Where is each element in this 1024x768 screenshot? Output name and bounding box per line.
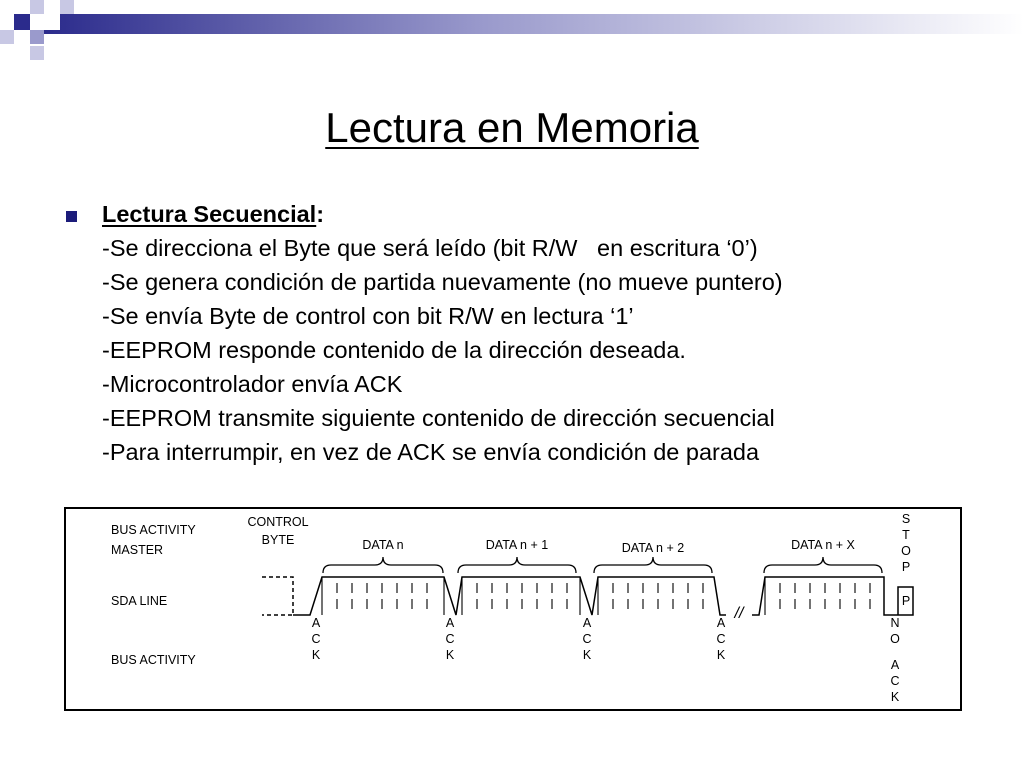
ack-letter: C	[716, 632, 726, 646]
break-mark: //	[734, 605, 744, 622]
row-label-bus-activity-master: BUS ACTIVITY	[111, 523, 196, 537]
ack-letter: C	[311, 632, 321, 646]
slide-title: Lectura en Memoria	[325, 104, 699, 151]
stop-letter: O	[901, 544, 911, 558]
bullet-heading-colon: :	[316, 201, 325, 227]
ack-letter: C	[582, 632, 592, 646]
ack-letter: K	[445, 648, 455, 662]
bullet-heading-text: Lectura Secuencial	[102, 201, 317, 227]
data-label-n-plus-x: DATA n + X	[791, 538, 855, 552]
ack-letter: A	[716, 616, 726, 630]
ack-label	[445, 616, 454, 662]
ack-letter: A	[890, 658, 900, 672]
ack-letter: C	[890, 674, 900, 688]
control-byte-label: CONTROL	[247, 515, 309, 529]
bullet-line: -Se direcciona el Byte que será leído (bit R/W en escritura ‘0’)	[102, 235, 758, 261]
data-label-n: DATA n	[362, 538, 404, 552]
decorative-header-bar	[0, 0, 1024, 64]
bullet-content	[102, 197, 982, 469]
bullet-line: -Microcontrolador envía ACK	[102, 371, 403, 397]
bullet-line: -EEPROM transmite siguiente contenido de dirección secuencial	[102, 405, 775, 431]
bullet-line: -Se envía Byte de control con bit R/W en lectura ‘1’	[102, 303, 634, 329]
row-label-bus-activity: BUS ACTIVITY	[111, 653, 196, 667]
no-letter: N	[890, 616, 900, 630]
ack-letter: C	[445, 632, 455, 646]
data-label-n-plus-1: DATA n + 1	[485, 538, 549, 552]
row-label-master: MASTER	[111, 543, 164, 557]
ack-letter: A	[582, 616, 592, 630]
ack-letter: K	[582, 648, 592, 662]
ack-letter: A	[445, 616, 455, 630]
ack-letter: A	[311, 616, 321, 630]
ack-letter: K	[890, 690, 900, 704]
stop-letter: S	[901, 512, 911, 526]
bullet-line: -Se genera condición de partida nuevamente (no mueve puntero)	[102, 269, 783, 295]
bullet-line: -Para interrumpir, en vez de ACK se envía condición de parada	[102, 439, 760, 465]
row-label-sda-line: SDA LINE	[111, 594, 168, 608]
data-label-n-plus-2: DATA n + 2	[621, 541, 685, 555]
stop-letter: T	[902, 528, 910, 542]
bullet-square-icon	[66, 211, 77, 222]
ack-label	[311, 616, 320, 662]
no-ack-label	[890, 616, 900, 704]
stop-box-label: P	[901, 594, 911, 608]
bullet-line: -EEPROM responde contenido de la dirección deseada.	[102, 337, 686, 363]
ack-label	[582, 616, 591, 662]
stop-letter: P	[901, 560, 911, 574]
no-letter: O	[890, 632, 900, 646]
control-byte-label-2: BYTE	[261, 533, 295, 547]
bullet-heading	[102, 197, 982, 231]
ack-letter: K	[311, 648, 321, 662]
sequential-read-timing-diagram	[64, 507, 962, 711]
ack-letter: K	[716, 648, 726, 662]
ack-label	[716, 616, 725, 662]
